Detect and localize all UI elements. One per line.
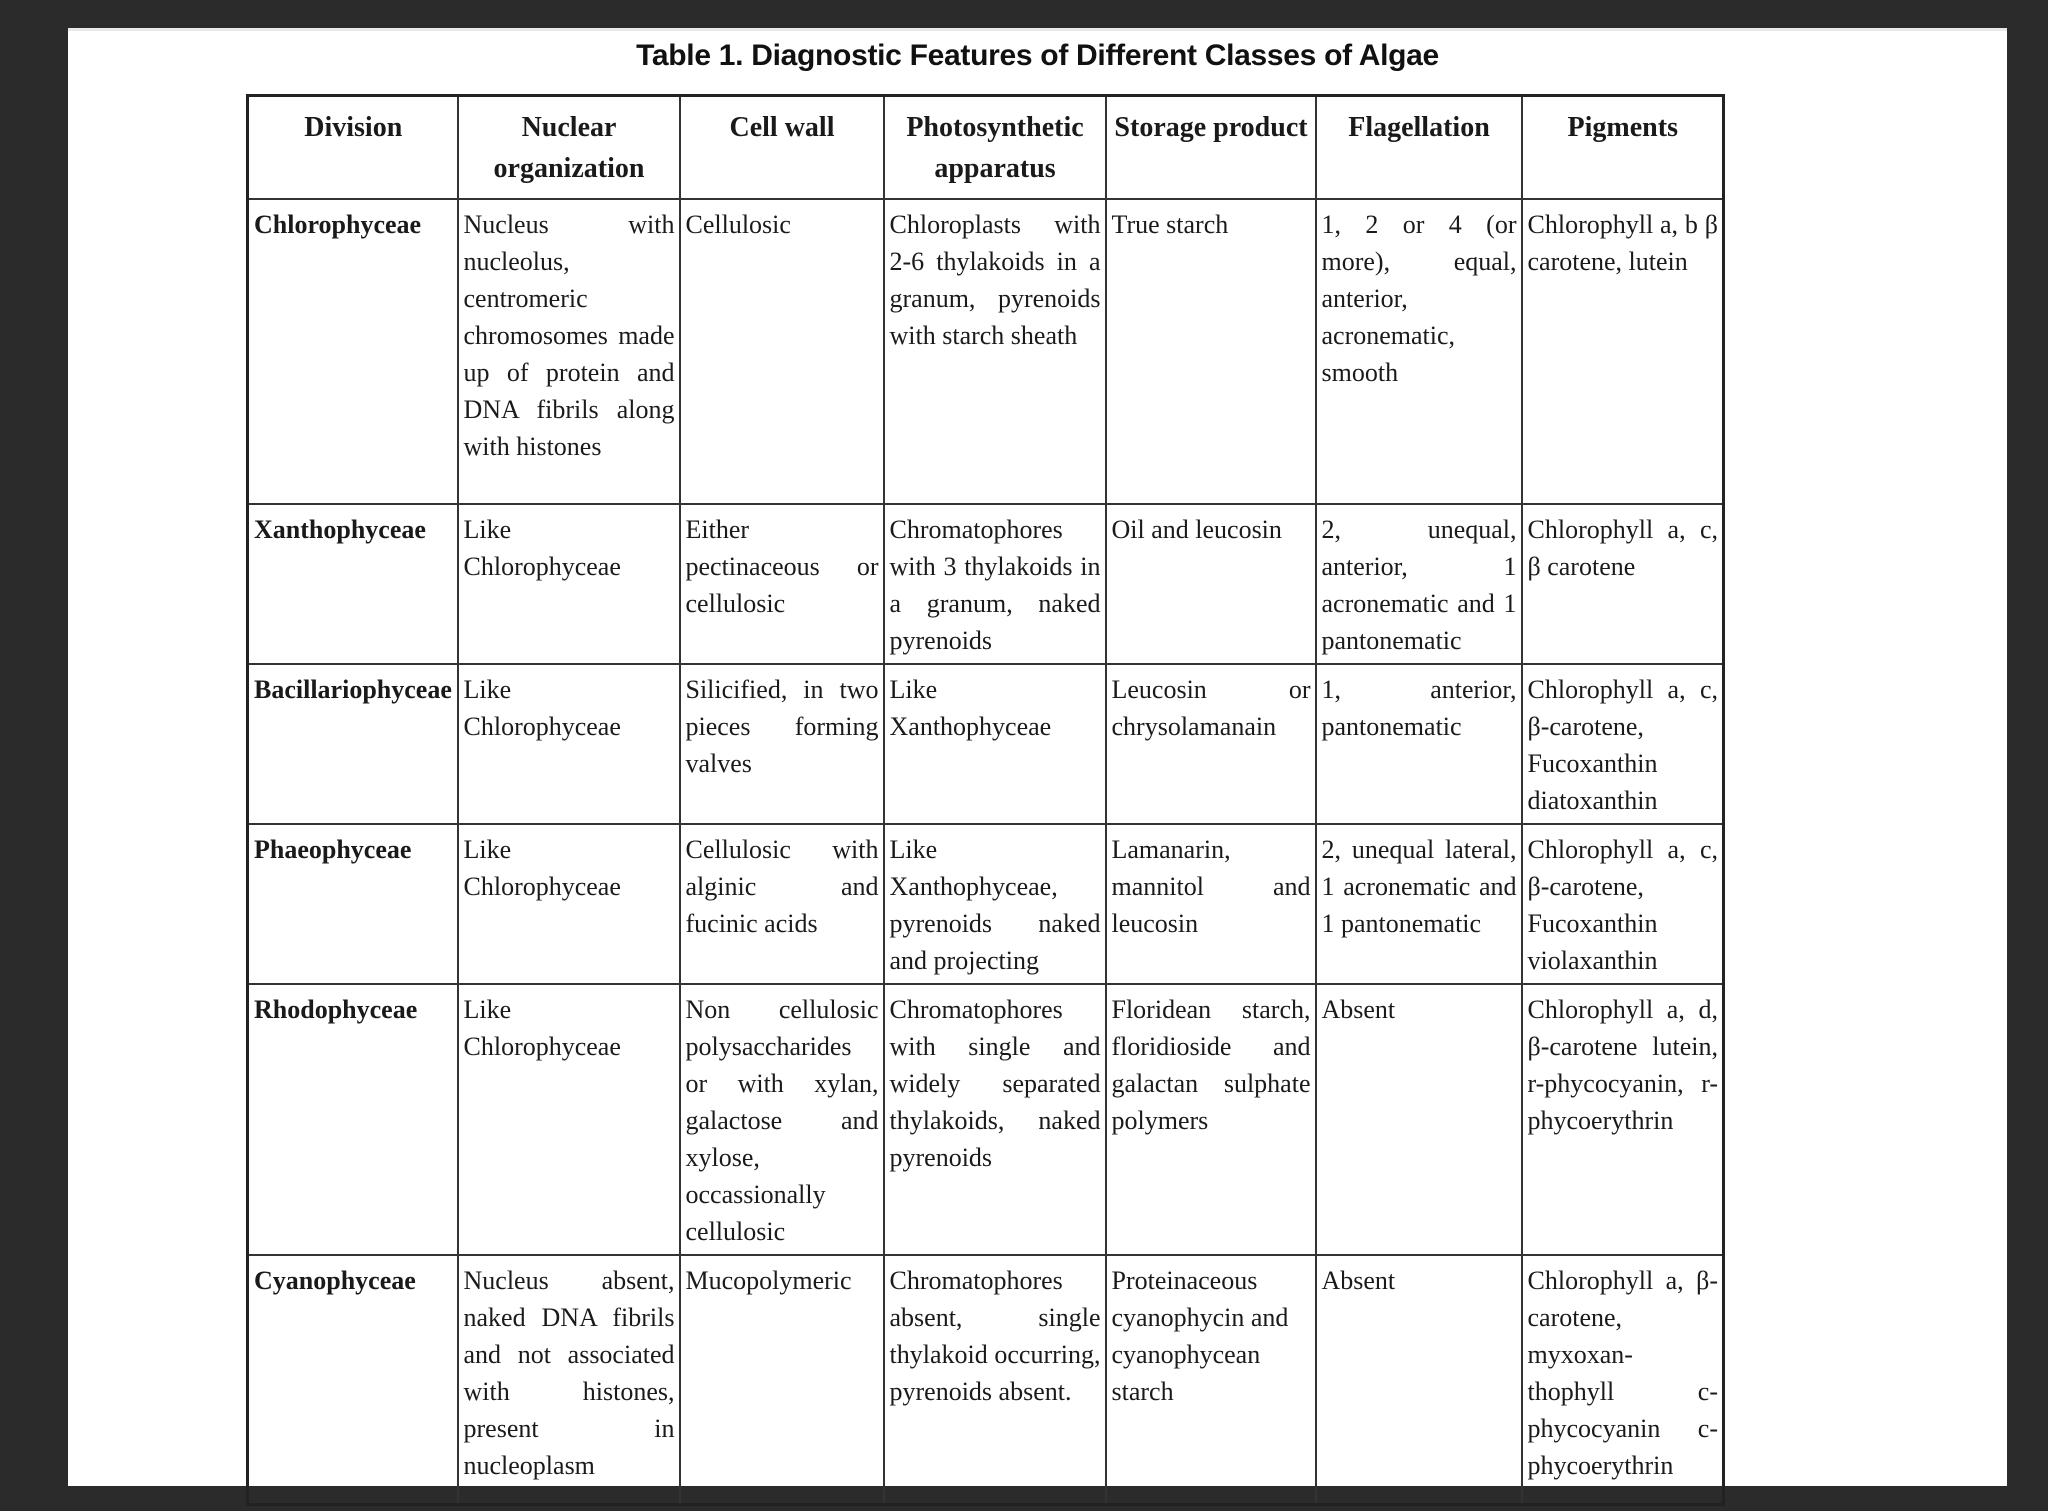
- pigments-cell: Chlorophyll a, c, β-carotene, Fucoxanthin diatoxanthin: [1522, 664, 1724, 824]
- storage-product-cell: Leucosin or chrysolamanain: [1106, 664, 1316, 824]
- flagellation-cell: 2, unequal, anterior, 1 acronematic and 1 pantonematic: [1316, 504, 1522, 664]
- table-row: [248, 199, 1724, 504]
- table-row: [248, 984, 1724, 1255]
- storage-product-cell: Proteinaceous cyanophycin and cyanophycean starch: [1106, 1255, 1316, 1505]
- photosynthetic-apparatus-cell: Like Xanthophyceae: [884, 664, 1106, 824]
- division-cell: Bacillariophyceae: [248, 664, 458, 824]
- photosynthetic-apparatus-cell: Chromatophores with single and widely separated thylakoids, naked pyrenoids: [884, 984, 1106, 1255]
- photosynthetic-apparatus-cell: Chromatophores absent, single thylakoid occurring, pyrenoids absent.: [884, 1255, 1106, 1505]
- storage-product-cell: True starch: [1106, 199, 1316, 504]
- table-header-row: [248, 96, 1724, 199]
- table-row: [248, 664, 1724, 824]
- photosynthetic-apparatus-cell: Like Xanthophyceae, pyrenoids naked and projecting: [884, 824, 1106, 984]
- column-header-storage-product: Storage product: [1106, 96, 1316, 199]
- cell-wall-cell: Cellulosic with alginic and fucinic acids: [680, 824, 884, 984]
- photosynthetic-apparatus-cell: Chloroplasts with 2-6 thylakoids in a granum, pyrenoids with starch sheath: [884, 199, 1106, 504]
- flagellation-cell: Absent: [1316, 984, 1522, 1255]
- cell-wall-cell: Silicified, in two pieces forming valves: [680, 664, 884, 824]
- photosynthetic-apparatus-cell: Chromatophores with 3 thylakoids in a granum, naked pyrenoids: [884, 504, 1106, 664]
- table-row: [248, 1255, 1724, 1505]
- pigments-cell: Chlorophyll a, c, β carotene: [1522, 504, 1724, 664]
- nuclear-organization-cell: Nucleus absent, naked DNA fibrils and not associated with histones, present in nucleoplasm: [458, 1255, 680, 1505]
- pigments-cell: Chlorophyll a, d, β-carotene lutein, r-phycocyanin, r-phycoerythrin: [1522, 984, 1724, 1255]
- cell-wall-cell: Mucopolymeric: [680, 1255, 884, 1505]
- nuclear-organization-cell: Like Chlorophyceae: [458, 664, 680, 824]
- column-header-pigments: Pigments: [1522, 96, 1724, 199]
- nuclear-organization-cell: Like Chlorophyceae: [458, 824, 680, 984]
- column-header-division: Division: [248, 96, 458, 199]
- table-caption: Table 1. Diagnostic Features of Different Classes of Algae: [636, 39, 1439, 72]
- column-header-cell-wall: Cell wall: [680, 96, 884, 199]
- cell-wall-cell: Cellulosic: [680, 199, 884, 504]
- pigments-cell: Chlorophyll a, β-carotene, myxoxan-thophyll c-phycocyanin c-phycoerythrin: [1522, 1255, 1724, 1505]
- column-header-flagellation: Flagellation: [1316, 96, 1522, 199]
- cell-wall-cell: Either pectinaceous or cellulosic: [680, 504, 884, 664]
- cell-wall-cell: Non cellulosic polysaccharides or with xylan, galactose and xylose, occassionally cellulosic: [680, 984, 884, 1255]
- nuclear-organization-cell: Nucleus with nucleolus, centromeric chromosomes made up of protein and DNA fibrils along with histones: [458, 199, 680, 504]
- algae-features-table: [246, 94, 1725, 1506]
- flagellation-cell: 1, 2 or 4 (or more), equal, anterior, acronematic, smooth: [1316, 199, 1522, 504]
- table-row: [248, 504, 1724, 664]
- storage-product-cell: Oil and leucosin: [1106, 504, 1316, 664]
- division-cell: Rhodophyceae: [248, 984, 458, 1255]
- division-cell: Xanthophyceae: [248, 504, 458, 664]
- flagellation-cell: 2, unequal lateral, 1 acronematic and 1 pantonematic: [1316, 824, 1522, 984]
- division-cell: Chlorophyceae: [248, 199, 458, 504]
- pigments-cell: Chlorophyll a, b β carotene, lutein: [1522, 199, 1724, 504]
- flagellation-cell: Absent: [1316, 1255, 1522, 1505]
- document-page: [68, 28, 2007, 1486]
- storage-product-cell: Lamanarin, mannitol and leucosin: [1106, 824, 1316, 984]
- flagellation-cell: 1, anterior, pantonematic: [1316, 664, 1522, 824]
- division-cell: Phaeophyceae: [248, 824, 458, 984]
- nuclear-organization-cell: Like Chlorophyceae: [458, 504, 680, 664]
- table-row: [248, 824, 1724, 984]
- nuclear-organization-cell: Like Chlorophyceae: [458, 984, 680, 1255]
- pigments-cell: Chlorophyll a, c, β-carotene, Fucoxanthin violaxanthin: [1522, 824, 1724, 984]
- column-header-nuclear-organization: Nuclear organization: [458, 96, 680, 199]
- column-header-photosynthetic-apparatus: Photosynthetic apparatus: [884, 96, 1106, 199]
- storage-product-cell: Floridean starch, floridioside and galactan sulphate polymers: [1106, 984, 1316, 1255]
- division-cell: Cyanophyceae: [248, 1255, 458, 1505]
